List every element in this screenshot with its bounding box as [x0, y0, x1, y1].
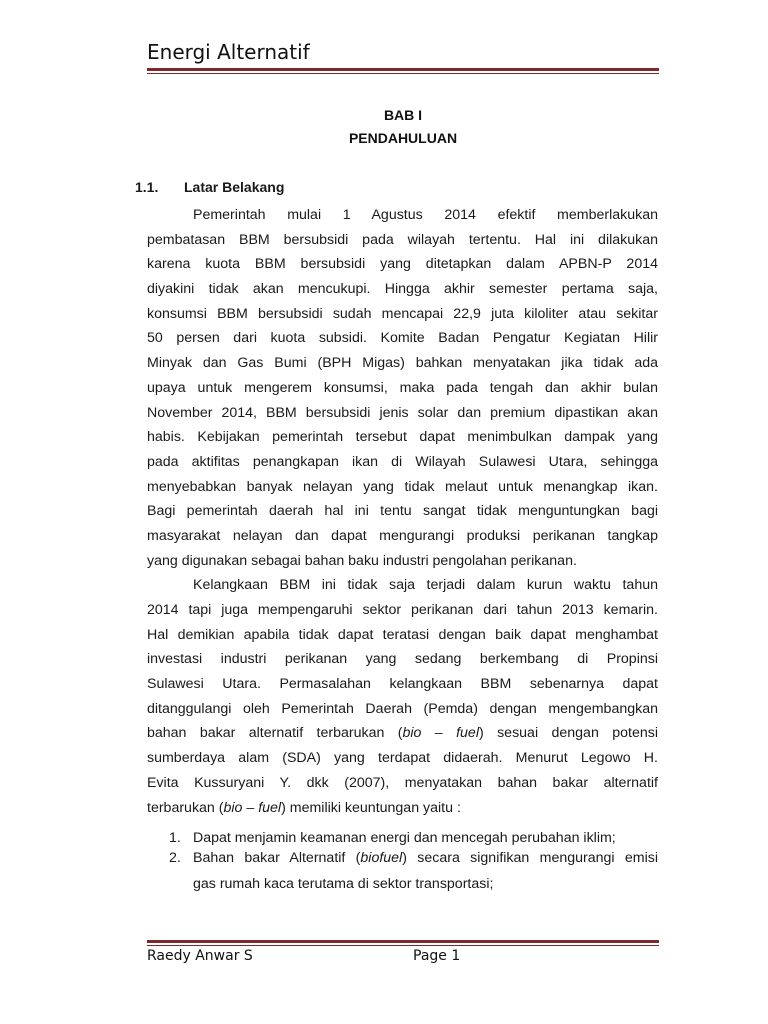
list-text-continued: gas rumah kaca terutama di sektor transportasi;	[193, 876, 494, 892]
p1-line: habis. Kebijakan pemerintah tersebut dapat menimbulkan dampak yang	[147, 429, 658, 446]
page-number: Page 1	[413, 948, 461, 964]
list-text: Dapat menjamin keamanan energi dan mencegah perubahan iklim;	[193, 830, 616, 846]
p1-line: Minyak dan Gas Bumi (BPH Migas) bahkan menyatakan jika tidak ada	[147, 355, 658, 372]
list-text: Bahan bakar Alternatif (biofuel) secara signifikan mengurangi emisi	[193, 850, 658, 866]
p1-line: pada aktifitas penangkapan ikan di Wilayah Sulawesi Utara, sehingga	[147, 453, 658, 470]
p2-line: ditanggulangi oleh Pemerintah Daerah (Pemda) dengan mengembangkan	[147, 700, 658, 717]
p2-line: Kelangkaan BBM ini tidak saja terjadi dalam kurun waktu tahun	[193, 577, 658, 594]
p1-line: pembatasan BBM bersubsidi pada wilayah tertentu. Hal ini dilakukan	[147, 231, 658, 248]
italic-biofuel: biofuel	[360, 850, 403, 866]
chapter-title: PENDAHULUAN	[348, 130, 458, 146]
body-text	[147, 203, 658, 820]
p2-line: Sulawesi Utara. Permasalahan kelangkaan BBM sebenarnya dapat	[147, 676, 658, 693]
p1-line: diyakini tidak akan mencukupi. Hingga akhir semester pertama saja,	[147, 281, 658, 298]
list-number: 2.	[169, 850, 181, 866]
p2-line: sumberdaya alam (SDA) yang terdapat didaerah. Menurut Legowo H.	[147, 750, 658, 767]
benefits-list	[147, 830, 658, 892]
footer-author: Raedy Anwar S	[147, 948, 253, 964]
p2-line: investasi industri perikanan yang sedang berkembang di Propinsi	[147, 651, 658, 668]
footer-rule	[147, 940, 659, 946]
header-rule	[147, 68, 659, 74]
list-number: 1.	[169, 830, 181, 846]
p2-line: Evita Kussuryani Y. dkk (2007), menyatakan bahan bakar alternatif	[147, 774, 658, 791]
p1-line: menyebabkan banyak nelayan yang tidak melaut untuk menangkap ikan.	[147, 478, 658, 495]
list-item	[147, 830, 658, 850]
list-item	[147, 850, 658, 892]
p1-line: 50 persen dari kuota subsidi. Komite Badan Pengatur Kegiatan Hilir	[147, 330, 658, 347]
p1-line: konsumsi BBM bersubsidi sudah mencapai 22,9 juta kiloliter atau sekitar	[147, 305, 658, 322]
p1-line: upaya untuk mengerem konsumsi, maka pada tengah dan akhir bulan	[147, 379, 658, 396]
header-title: Energi Alternatif	[147, 40, 310, 64]
p1-line: masyarakat nelayan dan dapat mengurangi produksi perikanan tangkap	[147, 527, 658, 544]
p2-line-bio: terbarukan (bio – fuel) memiliki keuntungan yaitu :	[147, 799, 461, 816]
p1-line: November 2014, BBM bersubsidi jenis solar dan premium dipastikan akan	[147, 404, 658, 421]
p1-line: Bagi pemerintah daerah hal ini tentu sangat tidak menguntungkan bagi	[147, 503, 658, 520]
p2-line: 2014 tapi juga mempengaruhi sektor perikanan dari tahun 2013 kemarin.	[147, 602, 658, 618]
italic-bio-fuel: bio – fuel	[223, 799, 282, 816]
chapter-number: BAB I	[383, 107, 423, 123]
p1-line: Pemerintah mulai 1 Agustus 2014 efektif memberlakukan	[193, 207, 658, 223]
italic-bio-fuel: bio – fuel	[402, 725, 479, 742]
p1-line: karena kuota BBM bersubsidi yang ditetapkan dalam APBN-P 2014	[147, 256, 658, 273]
section-number: 1.1.	[135, 179, 159, 195]
section-title: Latar Belakang	[184, 179, 285, 195]
p1-line: yang digunakan sebagai bahan baku industri pengolahan perikanan.	[147, 552, 577, 569]
p2-line: Hal demikian apabila tidak dapat teratasi dengan baik dapat menghambat	[147, 626, 658, 643]
p2-line-bio: bahan bakar alternatif terbarukan (bio – fuel) sesuai dengan potensi	[147, 725, 658, 742]
